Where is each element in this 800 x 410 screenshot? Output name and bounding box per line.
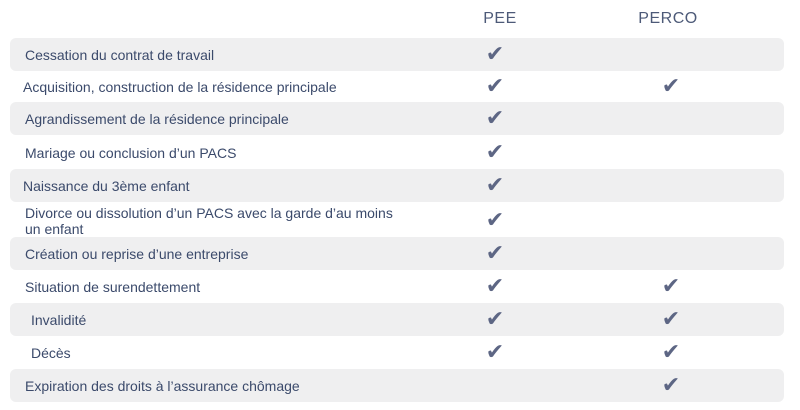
- table-row: [10, 303, 784, 336]
- row-label: Agrandissement de la résidence principale: [25, 110, 289, 127]
- table-row: [10, 237, 784, 270]
- table-row: [10, 102, 784, 135]
- table-row: [10, 369, 784, 402]
- row-label: Naissance du 3ème enfant: [23, 177, 190, 194]
- checkmark-icon-pee: ✔: [485, 73, 505, 99]
- row-label: Situation de surendettement: [25, 278, 201, 295]
- checkmark-icon-pee: ✔: [485, 172, 505, 198]
- checkmark-icon-pee: ✔: [485, 240, 505, 266]
- checkmark-icon-perco: ✔: [661, 372, 681, 398]
- column-header-pee: PEE: [483, 10, 517, 27]
- column-header-perco: PERCO: [638, 10, 698, 27]
- row-label: Cessation du contrat de travail: [25, 46, 215, 63]
- table-row: [10, 70, 784, 103]
- checkmark-icon-pee: ✔: [485, 273, 505, 299]
- checkmark-icon-pee: ✔: [485, 41, 505, 67]
- row-label: Divorce ou dissolution d’un PACS avec la garde d’au moins un enfant: [25, 204, 393, 237]
- row-label: Expiration des droits à l’assurance chômage: [25, 377, 300, 394]
- checkmark-icon-pee: ✔: [485, 207, 505, 233]
- checkmark-icon-pee: ✔: [485, 139, 505, 165]
- row-label: Acquisition, construction de la résidence principale: [23, 78, 337, 95]
- table-row: [10, 204, 784, 237]
- table-row: [10, 169, 784, 202]
- row-label: Invalidité: [31, 311, 87, 328]
- checkmark-icon-pee: ✔: [485, 105, 505, 131]
- checkmark-icon-perco: ✔: [661, 273, 681, 299]
- checkmark-icon-perco: ✔: [661, 73, 681, 99]
- table-row: [10, 136, 784, 169]
- row-label: Création ou reprise d’une entreprise: [25, 245, 249, 262]
- checkmark-icon-pee: ✔: [485, 339, 505, 365]
- row-label: Décès: [31, 344, 71, 361]
- table-row: [10, 336, 784, 369]
- table-row: [10, 270, 784, 303]
- checkmark-icon-perco: ✔: [661, 339, 681, 365]
- checkmark-icon-perco: ✔: [661, 306, 681, 332]
- table-row: [10, 38, 784, 71]
- table-header: [0, 0, 800, 38]
- row-label: Mariage ou conclusion d’un PACS: [25, 144, 237, 161]
- checkmark-icon-pee: ✔: [485, 306, 505, 332]
